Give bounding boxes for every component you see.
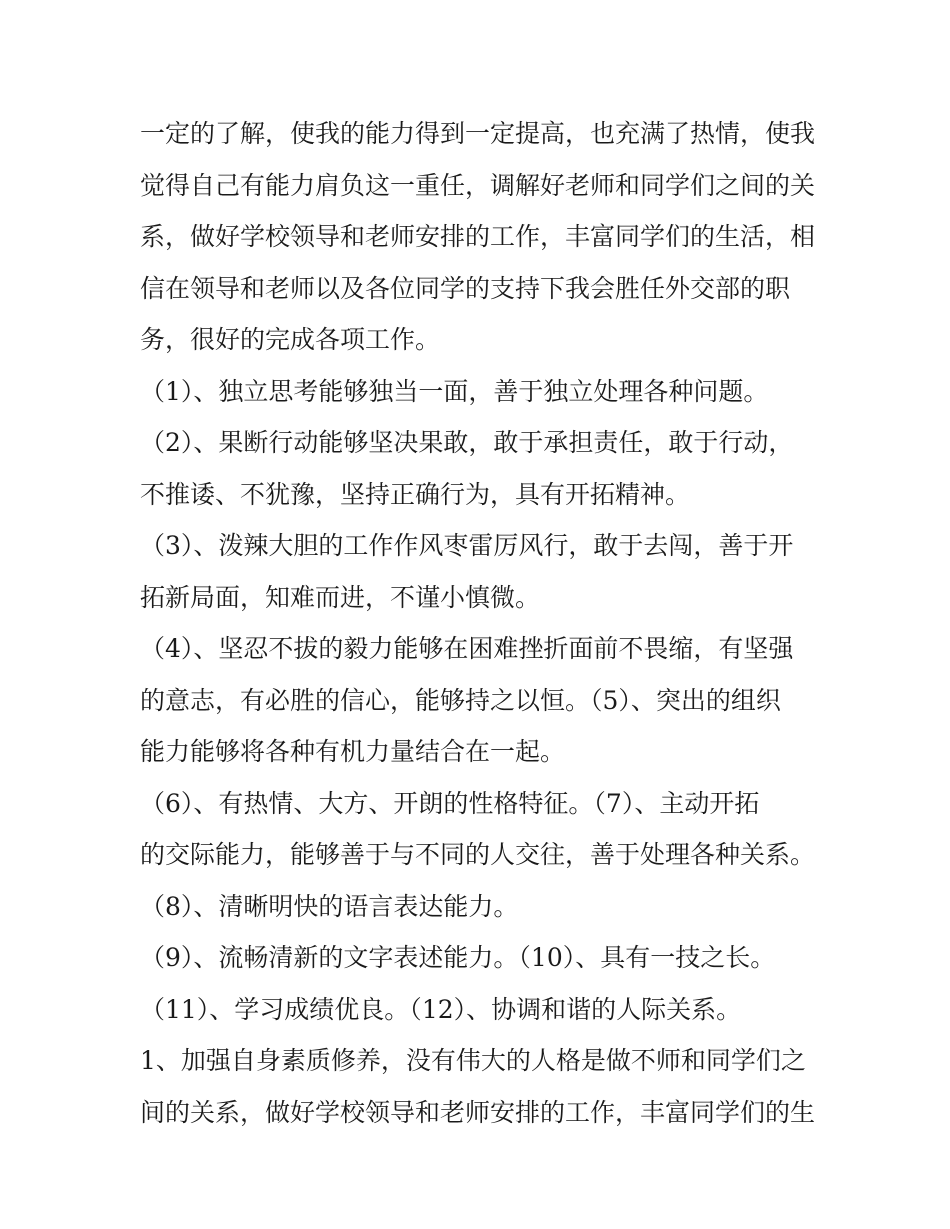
text-line-9: （3）、泼辣大胆的工作作风枣雷厉风行，敢于去闯，善于开 [140, 531, 794, 560]
text-line-19: 1、加强自身素质修养，没有伟大的人格是做不师和同学们之 [140, 1046, 806, 1075]
text-line-11: （4）、坚忍不拔的毅力能够在困难挫折面前不畏缩，有坚强 [140, 634, 794, 663]
text-line-12: 的意志，有必胜的信心，能够持之以恒。（5）、突出的组织 [140, 685, 781, 715]
text-line-14: （6）、有热情、大方、开朗的性格特征。（7）、主动开拓 [140, 788, 760, 818]
text-line-4: 信在领导和老师以及各位同学的支持下我会胜任外交部的职 [140, 273, 791, 303]
text-line-8: 不推诿、不犹豫，坚持正确行为，具有开拓精神。 [140, 479, 691, 509]
text-line-18: （11）、学习成绩优良。（12）、协调和谐的人际关系。 [140, 994, 742, 1024]
text-line-17: （9）、流畅清新的文字表述能力。（10）、具有一技之长。 [140, 943, 776, 972]
text-line-7: （2）、果断行动能够坚决果敢，敢于承担责任，敢于行动， [140, 428, 794, 457]
text-line-15: 的交际能力，能够善于与不同的人交往，善于处理各种关系。 [140, 840, 816, 869]
text-line-16: （8）、清晰明快的语言表达能力。 [140, 891, 519, 921]
text-line-2: 觉得自己有能力肩负这一重任，调解好老师和同学们之间的关 [140, 170, 816, 200]
text-line-13: 能力能够将各种有机力量结合在一起。 [140, 737, 566, 766]
document-body [140, 108, 820, 1138]
text-line-3: 系，做好学校领导和老师安排的工作，丰富同学们的生活，相 [140, 222, 816, 251]
text-line-5: 务，很好的完成各项工作。 [140, 325, 441, 354]
text-line-10: 拓新局面，知难而进，不谨小慎微。 [140, 582, 541, 612]
text-line-1: 一定的了解，使我的能力得到一定提高，也充满了热情，使我 [140, 119, 816, 148]
text-line-6: （1）、独立思考能够独当一面，善于独立处理各种问题。 [140, 376, 769, 406]
text-line-20: 间的关系，做好学校领导和老师安排的工作，丰富同学们的生 [140, 1097, 816, 1127]
